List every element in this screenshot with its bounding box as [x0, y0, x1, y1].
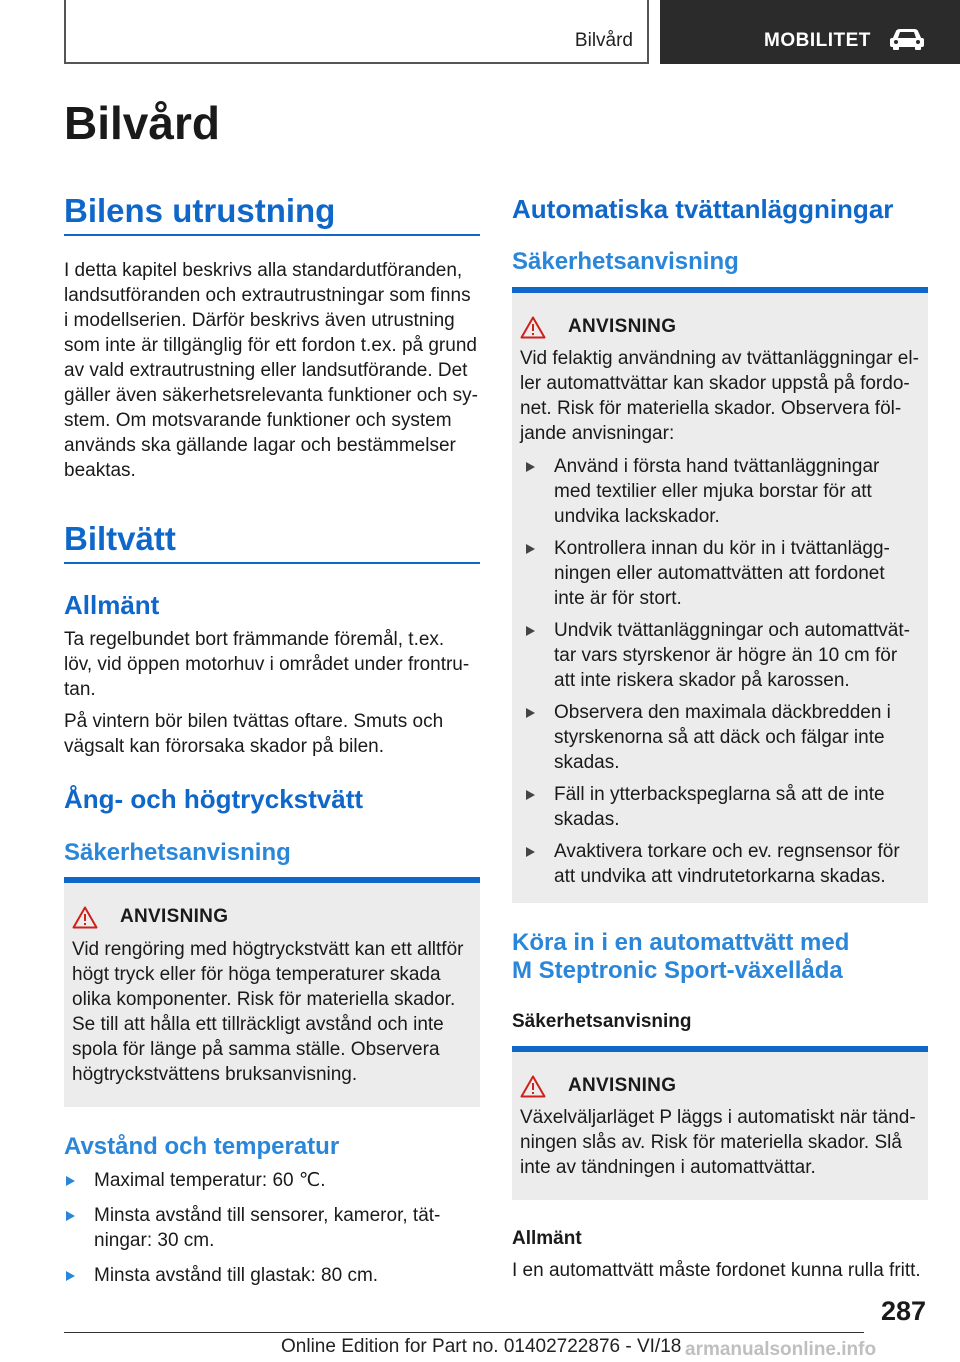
general-heading: Allmänt — [64, 590, 160, 620]
list-item — [512, 839, 928, 889]
text-line: landsutföranden och extrautrustningar som finns — [64, 285, 471, 306]
equipment-text — [64, 258, 480, 483]
text-line: gäller även säkerhetsrelevanta funktioner och sy‐ — [64, 385, 479, 406]
steam-warning-box — [64, 877, 480, 1107]
heading-rule — [64, 562, 480, 564]
warning-text — [520, 1105, 920, 1180]
steam-safety-heading: Säkerhetsanvisning — [64, 839, 291, 866]
text-line: skadas. — [554, 809, 620, 830]
heading-rule — [64, 234, 480, 236]
text-line: högtryckstvättens bruksanvisning. — [72, 1064, 358, 1085]
header-chapter-title: MOBILITET — [764, 30, 871, 51]
text-line: I detta kapitel beskrivs alla standardutföranden, — [64, 260, 463, 281]
list-item — [52, 1203, 480, 1253]
text-line: i modellserien. Därför beskrivs även utrustning — [64, 310, 455, 331]
text-line: ningar: 30 cm. — [94, 1230, 215, 1251]
list-item — [52, 1168, 480, 1193]
page-number: 287 — [880, 1296, 926, 1326]
watermark: armanualsonline.info — [685, 1339, 877, 1360]
warning-text — [520, 346, 920, 446]
right-general-heading: Allmänt — [512, 1228, 582, 1249]
text-line: ningen slås av. Risk för materiella skador. Slå — [520, 1132, 902, 1153]
steam-heading: Ång- och högtryckstvätt — [64, 784, 364, 814]
list-item — [512, 454, 928, 529]
bullet-triangle-icon — [526, 790, 535, 800]
msteptronic-warning-box — [512, 1046, 928, 1200]
text-line: Vid rengöring med högtryckstvätt kan ett alltför — [72, 939, 464, 960]
list-item — [512, 700, 928, 775]
msteptronic-heading — [512, 929, 849, 985]
list-item — [512, 618, 928, 693]
text-line: jande anvisningar: — [520, 423, 675, 444]
text-line: Avaktivera torkare och ev. regnsensor för — [554, 841, 900, 862]
text-line: löv, vid öppen motorhuv i området under frontru‐ — [64, 654, 470, 675]
text-line: som inte är tillgänglig för ett fordon t.ex. på grund — [64, 335, 477, 356]
text-line: Undvik tvättanläggningar och automattvät‐ — [554, 620, 910, 641]
text-line: att inte riskera skador på karossen. — [554, 670, 850, 691]
text-line: högt tryck eller för höga temperaturer skada — [72, 964, 441, 985]
warning-label: ANVISNING — [568, 316, 677, 337]
text-line: På vintern bör bilen tvättas oftare. Smuts och — [64, 711, 444, 732]
text-line: ler automattvättar kan skador uppstå på fordo‐ — [520, 373, 910, 394]
text-line: skadas. — [554, 752, 620, 773]
text-line: olika komponenter. Risk för materiella skador. — [72, 989, 456, 1010]
page-title: Bilvård — [64, 97, 220, 149]
bullet-triangle-icon — [66, 1271, 75, 1281]
text-line: Vid felaktig användning av tvättanläggningar el‐ — [520, 348, 919, 369]
warning-header — [520, 1074, 676, 1098]
car-icon — [888, 26, 926, 52]
auto-wash-heading: Automatiska tvättanläggningar — [512, 194, 894, 224]
header-section-title: Bilvård — [574, 30, 633, 51]
warning-label: ANVISNING — [568, 1075, 677, 1096]
text-line: tan. — [64, 679, 96, 700]
bullet-triangle-icon — [66, 1176, 75, 1186]
text-line: undvika lackskador. — [554, 506, 720, 527]
text-line: Minsta avstånd till sensorer, kameror, tät‐ — [94, 1205, 441, 1226]
text-line: Använd i första hand tvättanläggningar — [554, 456, 880, 477]
text-line: inte är för stort. — [554, 588, 682, 609]
bullet-triangle-icon — [66, 1211, 75, 1221]
text-line: med textilier eller mjuka borstar för att — [554, 481, 872, 502]
text-line: styrskenorna så att däck och fälgar inte — [554, 727, 885, 748]
bullet-triangle-icon — [526, 847, 535, 857]
auto-safety-heading: Säkerhetsanvisning — [512, 248, 739, 275]
text-line: net. Risk för materiella skador. Observera föl‐ — [520, 398, 902, 419]
text-line: inte av tändningen i automattvättar. — [520, 1157, 816, 1178]
warning-bar — [512, 287, 928, 293]
text-line: att undvika att vindrutetorkarna skadas. — [554, 866, 886, 887]
running-header-chapter — [660, 0, 960, 64]
text-line: stem. Om motsvarande funktioner och system — [64, 410, 452, 431]
warning-header — [72, 905, 228, 929]
footer-rule — [64, 1332, 864, 1333]
warning-header — [520, 315, 676, 339]
text-line: Ta regelbundet bort främmande föremål, t.ex. — [64, 629, 445, 650]
heading-line: M Steptronic Sport-växellåda — [512, 957, 843, 984]
list-item — [512, 782, 928, 832]
msteptronic-safety-heading: Säkerhetsanvisning — [512, 1011, 692, 1032]
text-line: beaktas. — [64, 460, 136, 481]
text-line: Kontrollera innan du kör in i tvättanlägg‐ — [554, 538, 890, 559]
equipment-heading: Bilens utrustning — [64, 192, 336, 229]
general-paragraph-1 — [64, 627, 480, 702]
text-line: Minsta avstånd till glastak: 80 cm. — [94, 1265, 379, 1286]
carwash-heading: Biltvätt — [64, 520, 176, 557]
warning-triangle-icon — [72, 906, 98, 929]
text-line: Fäll in ytterbackspeglarna så att de inte — [554, 784, 885, 805]
warning-triangle-icon — [520, 1075, 546, 1098]
warning-triangle-icon — [520, 316, 546, 339]
warning-bar — [64, 877, 480, 883]
text-line: av vald extrautrustning eller landsutförande. Det — [64, 360, 468, 381]
general-paragraph-2 — [64, 709, 480, 759]
heading-line: Köra in i en automattvätt med — [512, 929, 850, 956]
text-line: spola för länge på samma ställe. Observera — [72, 1039, 440, 1060]
right-general-text: I en automattvätt måste fordonet kunna rulla fritt. — [512, 1260, 921, 1281]
bullet-triangle-icon — [526, 544, 535, 554]
text-line: tar vars styrskenor är högre än 10 cm för — [554, 645, 898, 666]
warning-bar — [512, 1046, 928, 1052]
list-item — [512, 536, 928, 611]
distance-heading: Avstånd och temperatur — [64, 1133, 340, 1160]
distance-list — [52, 1168, 480, 1288]
text-line: Växelväljarläget P läggs i automatiskt när tänd‐ — [520, 1107, 916, 1128]
text-line: vägsalt kan förorsaka skador på bilen. — [64, 736, 385, 757]
bullet-triangle-icon — [526, 708, 535, 718]
text-line: Observera den maximala däckbredden i — [554, 702, 891, 723]
list-item — [52, 1263, 480, 1288]
auto-warning-box — [512, 287, 928, 903]
running-header-section — [64, 0, 649, 64]
warning-text — [72, 937, 472, 1087]
text-line: Se till att hålla ett tillräckligt avstånd och inte — [72, 1014, 444, 1035]
text-line: Maximal temperatur: 60 ℃. — [94, 1170, 326, 1191]
footer-edition: Online Edition for Part no. 01402722876 - VI/18 — [281, 1336, 682, 1357]
text-line: används ska gällande lagar och bestämmelser — [64, 435, 456, 456]
bullet-triangle-icon — [526, 626, 535, 636]
text-line: ningen eller automattvätten att fordonet — [554, 563, 885, 584]
bullet-triangle-icon — [526, 462, 535, 472]
warning-label: ANVISNING — [120, 906, 229, 927]
auto-warning-list — [512, 454, 928, 889]
